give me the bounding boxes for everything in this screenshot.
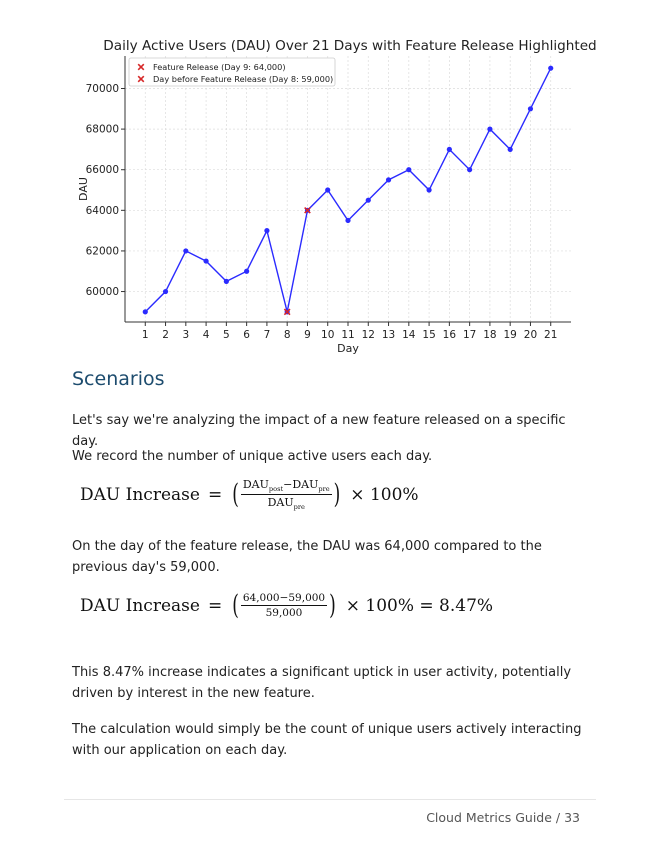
numerator-term2: DAU — [292, 478, 319, 491]
data-point — [244, 269, 249, 274]
numerator-sub2: pre — [318, 485, 330, 494]
formula-lhs: DAU Increase — [80, 484, 200, 505]
right-paren: ) — [333, 478, 341, 511]
footer-divider — [64, 799, 596, 800]
data-point — [224, 279, 229, 284]
x-tick-label: 13 — [381, 329, 396, 341]
right-paren: ) — [329, 589, 336, 622]
formula-denominator — [268, 495, 305, 511]
numerator-sub1: post — [268, 485, 284, 494]
y-axis-label: DAU — [77, 177, 90, 201]
paragraph-record: We record the number of unique active users each day. — [72, 449, 433, 464]
y-tick-label: 70000 — [85, 82, 119, 95]
data-point — [325, 187, 330, 192]
numerator-term1: DAU — [242, 478, 269, 491]
left-paren: ( — [232, 478, 239, 511]
data-point — [366, 198, 371, 203]
formula-times: × 100% — [350, 484, 419, 505]
data-point — [508, 147, 513, 152]
data-point — [548, 66, 553, 71]
x-tick-label: 4 — [202, 329, 210, 341]
y-tick-label: 62000 — [85, 245, 119, 258]
y-tick-label: 66000 — [85, 164, 119, 177]
x-tick-label: 16 — [442, 329, 457, 341]
x-tick-label: 11 — [341, 329, 355, 341]
data-point — [143, 309, 148, 314]
x-tick-label: 20 — [523, 329, 538, 341]
data-point — [203, 258, 208, 263]
dau-line-chart — [0, 0, 650, 360]
x-tick-label: 7 — [263, 329, 271, 341]
x-tick-label: 3 — [182, 329, 190, 341]
formula2-denominator: 59,000 — [265, 607, 303, 619]
data-point — [163, 289, 168, 294]
numerator-minus: − — [283, 478, 293, 491]
denominator-sub: pre — [293, 503, 305, 512]
x-tick-label: 2 — [162, 329, 169, 341]
formula2-fraction — [241, 592, 327, 619]
paragraph-release-day: On the day of the feature release, the DAU was 64,000 compared to the previous day's 59,000. — [72, 539, 542, 575]
legend-entry-2: Day before Feature Release (Day 8: 59,000) — [153, 74, 334, 84]
formula2-lhs: DAU Increase — [80, 595, 200, 616]
section-heading: Scenarios — [72, 368, 165, 390]
data-point — [406, 167, 411, 172]
x-tick-label: 5 — [223, 329, 230, 341]
y-tick-label: 64000 — [85, 204, 119, 217]
formula2-times: × 100% = 8.47% — [345, 595, 494, 616]
formula-dau-increase-worked — [80, 589, 494, 622]
y-tick-label: 60000 — [85, 286, 119, 299]
x-tick-label: 9 — [304, 329, 311, 341]
data-point — [183, 248, 188, 253]
data-point — [487, 126, 492, 131]
data-point — [528, 106, 533, 111]
data-point — [264, 228, 269, 233]
data-point — [447, 147, 452, 152]
x-axis-label: Day — [337, 342, 359, 355]
paragraph-increase: This 8.47% increase indicates a significant uptick in user activity, potentially driven by interest in the new feature. — [72, 665, 572, 701]
paragraph-intro: Let's say we're analyzing the impact of a new feature released on a specific day. — [72, 413, 566, 449]
formula-fraction — [241, 478, 332, 511]
data-point — [426, 187, 431, 192]
y-tick-label: 68000 — [85, 123, 119, 136]
x-tick-label: 15 — [422, 329, 436, 341]
x-tick-label: 12 — [361, 329, 375, 341]
data-point — [386, 177, 391, 182]
x-tick-label: 18 — [483, 329, 497, 341]
x-tick-label: 19 — [503, 329, 517, 341]
x-tick-label: 1 — [141, 329, 149, 341]
x-tick-label: 6 — [243, 329, 250, 341]
paragraph-calculation: The calculation would simply be the count of unique users actively interacting with our application on each day. — [72, 722, 582, 758]
legend-entry-1: Feature Release (Day 9: 64,000) — [153, 62, 286, 72]
left-paren: ( — [232, 589, 239, 622]
formula-equals: = — [207, 484, 223, 505]
chart-svg — [0, 0, 650, 360]
data-point — [467, 167, 472, 172]
x-tick-label: 10 — [321, 329, 335, 341]
x-tick-label: 14 — [402, 329, 416, 341]
formula-dau-increase — [80, 478, 419, 511]
footer-page-label: Cloud Metrics Guide / 33 — [426, 810, 580, 825]
data-point — [345, 218, 350, 223]
formula2-numerator: 64,000−59,000 — [242, 592, 326, 604]
denominator-term: DAU — [267, 496, 294, 510]
chart-title: Daily Active Users (DAU) Over 21 Days with Feature Release Highlighted — [103, 38, 597, 54]
formula2-equals: = — [207, 595, 223, 616]
x-tick-label: 17 — [462, 329, 477, 341]
x-tick-label: 8 — [283, 329, 291, 341]
x-tick-label: 21 — [544, 329, 558, 341]
formula-numerator — [241, 478, 332, 495]
